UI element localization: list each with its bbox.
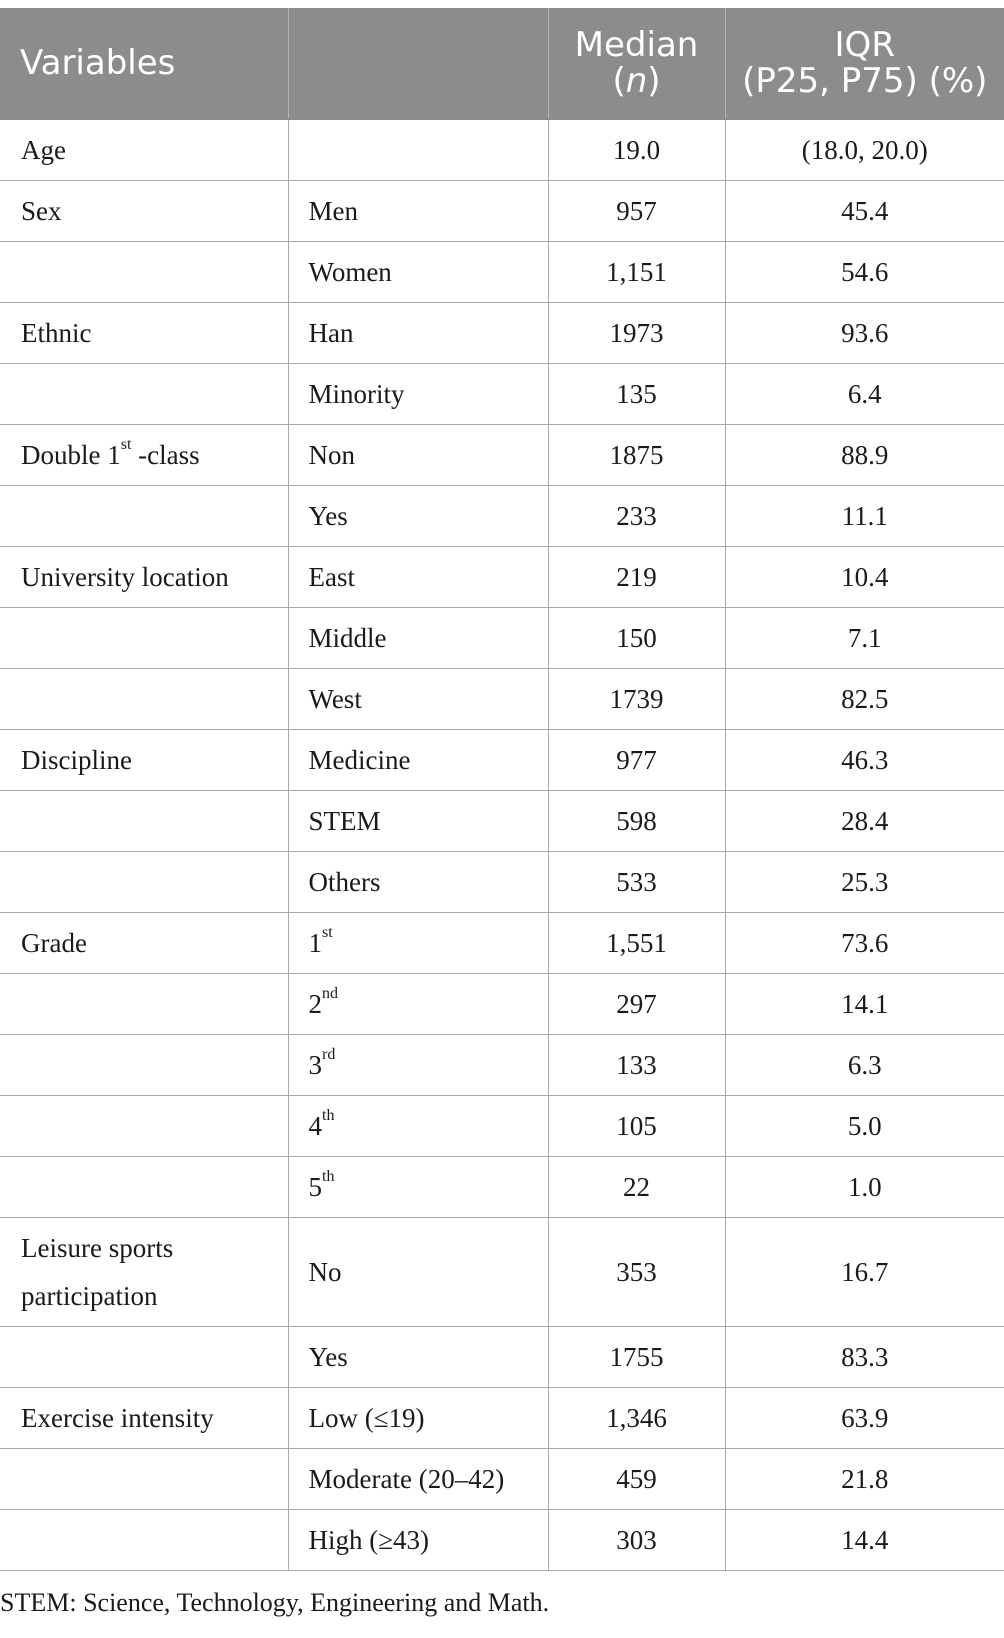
header-median-n: n: [625, 61, 648, 101]
variable-text-line2: participation: [21, 1281, 158, 1311]
cell-level: [288, 1218, 548, 1327]
cell-median: 1755: [548, 1327, 725, 1388]
cell-level: [288, 119, 548, 181]
table-row: [0, 181, 1004, 242]
cell-variable: [0, 852, 288, 913]
cell-variable: [0, 1096, 288, 1157]
cell-median: 459: [548, 1449, 725, 1510]
cell-level: [288, 791, 548, 852]
cell-variable: [0, 547, 288, 608]
cell-level: [288, 1327, 548, 1388]
cell-level: [288, 547, 548, 608]
variable-text: Discipline: [21, 744, 132, 775]
level-text: 3: [308, 1049, 322, 1080]
table-row: [0, 425, 1004, 486]
cell-iqr: 73.6: [725, 913, 1004, 974]
cell-iqr: 11.1: [725, 486, 1004, 547]
table-row: [0, 364, 1004, 425]
cell-iqr: 54.6: [725, 242, 1004, 303]
cell-variable: [0, 1388, 288, 1449]
cell-iqr: 10.4: [725, 547, 1004, 608]
level-text: 2: [308, 988, 322, 1019]
level-text: Others: [308, 866, 381, 897]
level-text: Yes: [308, 500, 348, 531]
cell-median: 1,346: [548, 1388, 725, 1449]
cell-median: 135: [548, 364, 725, 425]
header-iqr-sub: (P25, P75) (%): [742, 61, 988, 101]
level-text: Men: [308, 195, 358, 226]
cell-median: 297: [548, 974, 725, 1035]
cell-median: 133: [548, 1035, 725, 1096]
table-row: [0, 730, 1004, 791]
level-text: Women: [308, 256, 392, 287]
cell-median: 957: [548, 181, 725, 242]
cell-level: [288, 669, 548, 730]
cell-level: [288, 1449, 548, 1510]
cell-median: 1875: [548, 425, 725, 486]
table-row: [0, 1388, 1004, 1449]
cell-iqr: 7.1: [725, 608, 1004, 669]
cell-level: [288, 425, 548, 486]
cell-median: 105: [548, 1096, 725, 1157]
header-iqr: [725, 8, 1004, 119]
cell-variable: [0, 364, 288, 425]
cell-iqr: (18.0, 20.0): [725, 119, 1004, 181]
cell-median: 353: [548, 1218, 725, 1327]
cell-variable: [0, 181, 288, 242]
level-text: 5: [308, 1171, 322, 1202]
header-variables: Variables: [0, 8, 288, 119]
cell-median: 22: [548, 1157, 725, 1218]
variable-text: Sex: [21, 195, 62, 226]
level-text: STEM: [308, 805, 381, 836]
cell-iqr: 14.1: [725, 974, 1004, 1035]
cell-variable: [0, 791, 288, 852]
table-row: [0, 1327, 1004, 1388]
cell-variable: [0, 1449, 288, 1510]
table-row: [0, 669, 1004, 730]
cell-level: [288, 974, 548, 1035]
level-text: 1: [308, 927, 322, 958]
cell-iqr: 16.7: [725, 1218, 1004, 1327]
header-iqr-label: IQR: [834, 25, 895, 65]
level-superscript: th: [322, 1167, 335, 1185]
variable-text: Grade: [21, 927, 87, 958]
cell-variable: [0, 1510, 288, 1571]
table-row: [0, 486, 1004, 547]
cell-variable: [0, 913, 288, 974]
variable-text: Ethnic: [21, 317, 92, 348]
cell-level: [288, 1096, 548, 1157]
cell-variable: [0, 669, 288, 730]
level-superscript: rd: [322, 1045, 336, 1063]
level-text: Low (≤19): [308, 1402, 425, 1433]
demographics-table: [0, 8, 1004, 1571]
cell-median: 1973: [548, 303, 725, 364]
cell-level: [288, 1388, 548, 1449]
level-superscript: st: [322, 923, 333, 941]
cell-variable: [0, 608, 288, 669]
cell-variable: [0, 242, 288, 303]
variable-superscript: st: [120, 435, 132, 453]
cell-variable: [0, 974, 288, 1035]
level-text: East: [308, 561, 355, 592]
cell-median: 1739: [548, 669, 725, 730]
cell-iqr: 82.5: [725, 669, 1004, 730]
level-text: No: [308, 1256, 342, 1287]
cell-median: 150: [548, 608, 725, 669]
table-row: [0, 852, 1004, 913]
table-row: [0, 1157, 1004, 1218]
level-text: High (≥43): [308, 1524, 430, 1555]
cell-iqr: 63.9: [725, 1388, 1004, 1449]
cell-iqr: 25.3: [725, 852, 1004, 913]
variable-text: University location: [21, 561, 229, 592]
table-row: [0, 974, 1004, 1035]
table-row: [0, 791, 1004, 852]
variable-suffix: -class: [131, 439, 200, 470]
cell-variable: [0, 1327, 288, 1388]
table-row: [0, 303, 1004, 364]
cell-iqr: 6.3: [725, 1035, 1004, 1096]
cell-median: 1,551: [548, 913, 725, 974]
table-row: [0, 1449, 1004, 1510]
cell-level: [288, 181, 548, 242]
level-text: Han: [308, 317, 354, 348]
cell-iqr: 5.0: [725, 1096, 1004, 1157]
cell-iqr: 88.9: [725, 425, 1004, 486]
table-row: [0, 1510, 1004, 1571]
cell-iqr: 83.3: [725, 1327, 1004, 1388]
cell-variable: [0, 1218, 288, 1327]
cell-level: [288, 1510, 548, 1571]
variable-text: Double 1: [21, 439, 121, 470]
table-row: [0, 913, 1004, 974]
cell-iqr: 1.0: [725, 1157, 1004, 1218]
level-superscript: th: [322, 1106, 335, 1124]
level-text: Non: [308, 439, 355, 470]
header-median: Median (n): [548, 8, 725, 119]
cell-iqr: 46.3: [725, 730, 1004, 791]
table-row: [0, 1035, 1004, 1096]
level-text: West: [308, 683, 362, 714]
cell-level: [288, 913, 548, 974]
cell-variable: [0, 486, 288, 547]
cell-median: 977: [548, 730, 725, 791]
cell-level: [288, 608, 548, 669]
table-footnote: STEM: Science, Technology, Engineering and Math.: [0, 1588, 550, 1617]
level-text: Minority: [308, 378, 405, 409]
level-text: 4: [308, 1110, 322, 1141]
cell-variable: [0, 1035, 288, 1096]
header-blank: [288, 8, 548, 119]
table-row: [0, 119, 1004, 181]
cell-variable: [0, 119, 288, 181]
cell-median: 19.0: [548, 119, 725, 181]
cell-level: [288, 486, 548, 547]
level-superscript: nd: [322, 984, 338, 1002]
cell-median: 233: [548, 486, 725, 547]
cell-level: [288, 1157, 548, 1218]
variable-text: Exercise intensity: [21, 1402, 214, 1433]
cell-median: 219: [548, 547, 725, 608]
cell-median: 533: [548, 852, 725, 913]
cell-level: [288, 852, 548, 913]
header-median-label: Median: [574, 25, 699, 65]
cell-iqr: 21.8: [725, 1449, 1004, 1510]
level-text: Yes: [308, 1341, 348, 1372]
cell-level: [288, 364, 548, 425]
table-row: [0, 547, 1004, 608]
cell-iqr: 93.6: [725, 303, 1004, 364]
cell-variable: [0, 730, 288, 791]
table-header-row: [0, 8, 1004, 119]
table-row: [0, 1096, 1004, 1157]
cell-variable: [0, 425, 288, 486]
cell-iqr: 45.4: [725, 181, 1004, 242]
variable-text: Leisure sports: [21, 1233, 174, 1263]
table-row: [0, 608, 1004, 669]
table-body: [0, 119, 1004, 1571]
cell-level: [288, 303, 548, 364]
level-text: Medicine: [308, 744, 411, 775]
variable-text: Age: [21, 134, 66, 165]
table-row: [0, 1218, 1004, 1327]
cell-median: 303: [548, 1510, 725, 1571]
cell-iqr: 6.4: [725, 364, 1004, 425]
cell-median: 598: [548, 791, 725, 852]
level-text: Middle: [308, 622, 387, 653]
level-text: Moderate (20–42): [308, 1463, 505, 1494]
cell-iqr: 28.4: [725, 791, 1004, 852]
cell-level: [288, 1035, 548, 1096]
cell-level: [288, 730, 548, 791]
table-row: [0, 242, 1004, 303]
cell-variable: [0, 1157, 288, 1218]
cell-median: 1,151: [548, 242, 725, 303]
cell-level: [288, 242, 548, 303]
cell-iqr: 14.4: [725, 1510, 1004, 1571]
cell-variable: [0, 303, 288, 364]
